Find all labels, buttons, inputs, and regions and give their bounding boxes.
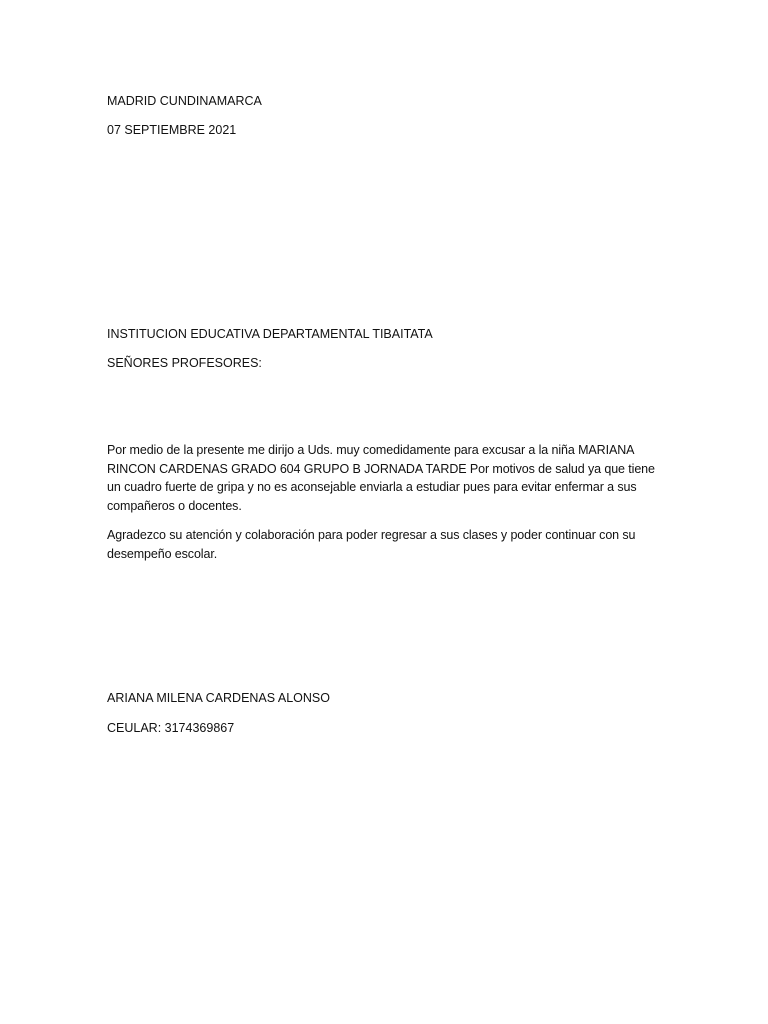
body-paragraph-2: Agradezco su atención y colaboración para poder regresar a sus clases y poder continuar con su desempeño escolar. <box>107 528 636 561</box>
signer-phone: CEULAR: 3174369867 <box>107 721 235 735</box>
signer-name: ARIANA MILENA CARDENAS ALONSO <box>107 691 330 705</box>
recipient-institution: INSTITUCION EDUCATIVA DEPARTAMENTAL TIBAITATA <box>107 327 433 341</box>
salutation: SEÑORES PROFESORES: <box>107 356 262 370</box>
letter-city: MADRID CUNDINAMARCA <box>107 94 262 108</box>
body-paragraph-1: Por medio de la presente me dirijo a Uds. muy comedidamente para excusar a la niña MARIANA RINCON CARDENAS GRADO 604 GRUPO B JORNADA TARDE Por motivos de salud ya que tiene un cuadro fuerte de gripa y no es aconsejable enviarla a estudiar pues para evitar enfermar a sus compañeros o docentes. <box>107 443 655 513</box>
letter-date: 07 SEPTIEMBRE 2021 <box>107 123 237 137</box>
